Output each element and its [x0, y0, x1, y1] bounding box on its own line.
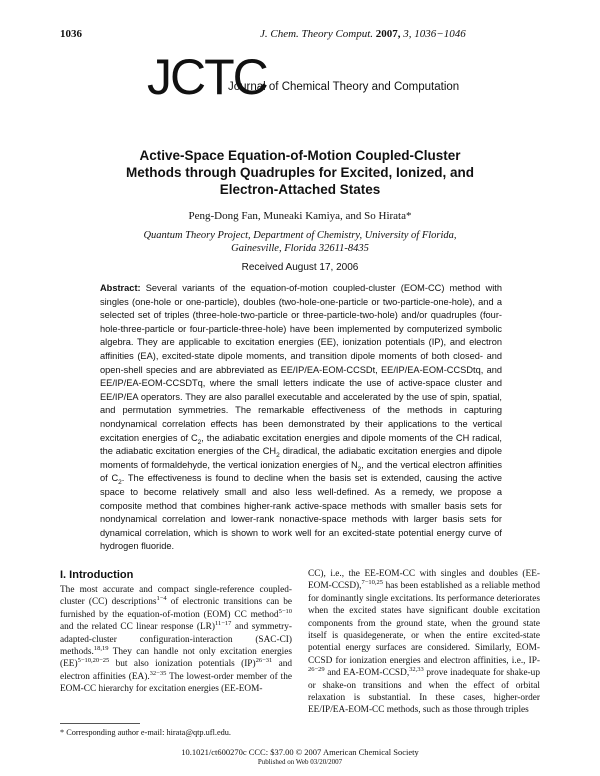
affiliation: [60, 229, 540, 255]
abstract-text: , and the vertical electron affinities of C: [100, 459, 502, 484]
body-text: prove inadequate for shake-up or shake-on transitions and when the effect of orbital relaxation is substantial. In these cases, higher-order EE/IP/EA-EOM-CC methods, such as those through triples: [308, 668, 540, 716]
journal-year: 2007,: [375, 28, 401, 40]
published-date: Published on Web 03/20/2007: [257, 758, 343, 766]
subscript: 2: [276, 451, 280, 459]
citation: 32−35: [149, 669, 167, 677]
body-text: of electronic transitions can be furnished by the equation-of-motion (EOM) CC method: [60, 597, 292, 620]
abstract-label: Abstract:: [100, 283, 141, 293]
abstract-text: Several variants of the equation-of-motion coupled-cluster (EOM-CC) method with singles (one-hole or one-particle), doubles (two-hole-one-particle or two-particle-one-hole), and a selected set of triples (three-hole-two-particle or three-particle-two-hole) and/or quadruples (four-hole-three-particle or four-particle-three-hole) have been implemented by computerized symbolic algebra. They are applicable to excitation energies (EE), ionization potentials (IP), and electron affinities (EA), excited-state dipole moments, and transition dipole moments of both closed- and open-shell species and are abbreviated as EE/IP/EA-EOM-CCSDt, EE/IP/EA-EOM-CCSDtq, and EE/IP/EA-EOM-CCSDTq, where the small letters indicate the use of active-space cluster and EE/IP/EA operators. They are also parallel executable and accelerated by the use of spin, spatial, and permutation symmetries. The remarkable effectiveness of the methods in capturing nondynamical correlation effects has been demonstrated by their applications to the vertical excitation energies of C: [100, 283, 502, 443]
citation: 5−10: [278, 607, 292, 615]
body-text: The most accurate and compact single-reference coupled-cluster (CC) descriptions: [60, 585, 292, 608]
title-line-3: Electron-Attached States: [219, 182, 381, 197]
citation: 32,33: [409, 666, 424, 674]
intro-column-left: [60, 584, 292, 696]
footnote: * Corresponding author e-mail: hirata@qtp.ufl.edu.: [60, 728, 232, 737]
citation: 26−29: [308, 666, 325, 674]
body-text: has been established as a reliable method for dominantly single excitations. Its performance deteriorates when the excited states have significant double excitation components from the ground state, when the ground state itself is quasidegenerate, or when the entire excited-state potential energy surfaces are considered. Similarly, EOM-CCSD for ionization energies and electron affinities, i.e., IP-: [308, 581, 540, 666]
body-text: and electron affinities (EA).: [60, 659, 293, 682]
title-line-1: Active-Space Equation-of-Motion Coupled-Cluster: [139, 148, 461, 163]
journal-name: Journal of Chemical Theory and Computation: [228, 81, 460, 93]
abstract-text: . The effectiveness is found to decline when the basis set is extended, causing the active space to become relatively small and also less well-defined. As a remedy, we propose a composite method that combines higher-rank active-space methods with smaller basis sets for nondynamical correlation and lower-rank nonactive-space methods with larger basis sets for dynamical correlation, which is shown to work well for an excited-state potential energy curve of hydrogen fluoride.: [100, 473, 502, 552]
subscript: 2: [118, 479, 122, 487]
affiliation-line-2: Gainesville, Florida 32611-8435: [231, 243, 369, 254]
intro-column-right: [308, 568, 540, 717]
subscript: 2: [357, 465, 362, 473]
body-text: and symmetry-adapted-cluster configuration-interaction (SAC-CI) methods.: [60, 622, 292, 658]
section-heading: I. Introduction: [60, 569, 134, 581]
abstract-text: , the adiabatic excitation energies and dipole moments of the CH radical, the adiabatic excitation energies of the CH: [100, 432, 502, 457]
journal-pages: 1036−1046: [414, 28, 466, 40]
doi-line: 10.1021/ct600270c CCC: $37.00 © 2007 American Chemical Society: [181, 747, 419, 757]
page-number: 1036: [60, 28, 82, 40]
abstract: [100, 282, 502, 554]
authors: Peng-Dong Fan, Muneaki Kamiya, and So Hirata*: [188, 210, 412, 222]
article-title: [60, 147, 540, 198]
footnote-divider: [60, 723, 140, 724]
body-text: but also ionization potentials (IP): [109, 659, 256, 670]
body-text: They can handle not only excitation energies (EE): [60, 647, 292, 670]
citation: 7−10,25: [361, 579, 384, 587]
journal-abbrev: J. Chem. Theory Comput.: [260, 28, 374, 40]
running-header: [260, 28, 466, 40]
citation: 5−10,20−25: [77, 657, 110, 665]
body-text: and the related CC linear response (LR): [60, 622, 215, 633]
citation: 11−17: [214, 620, 232, 628]
citation: 18,19: [93, 644, 109, 652]
citation: 26−31: [255, 657, 273, 665]
body-text: CC), i.e., the EE-EOM-CC with singles and doubles (EE-EOM-CCSD),: [308, 569, 540, 592]
title-line-2: Methods through Quadruples for Excited, Ionized, and: [125, 165, 474, 180]
abstract-text: diradical, the adiabatic excitation energies and dipole moments of formaldehyde, the vertical ionization energies of N: [100, 446, 502, 470]
citation: 1−4: [156, 595, 167, 603]
received-date: Received August 17, 2006: [241, 262, 359, 273]
affiliation-line-1: Quantum Theory Project, Department of Chemistry, University of Florida,: [143, 230, 457, 241]
journal-volume: 3,: [403, 28, 412, 40]
body-text: and EA-EOM-CCSD,: [324, 668, 410, 679]
subscript: 2: [197, 438, 202, 446]
journal-logo: JCTC: [147, 49, 267, 105]
body-text: The lowest-order member of the EOM-CC hierarchy for excitation energies (EE-EOM-: [60, 671, 292, 695]
